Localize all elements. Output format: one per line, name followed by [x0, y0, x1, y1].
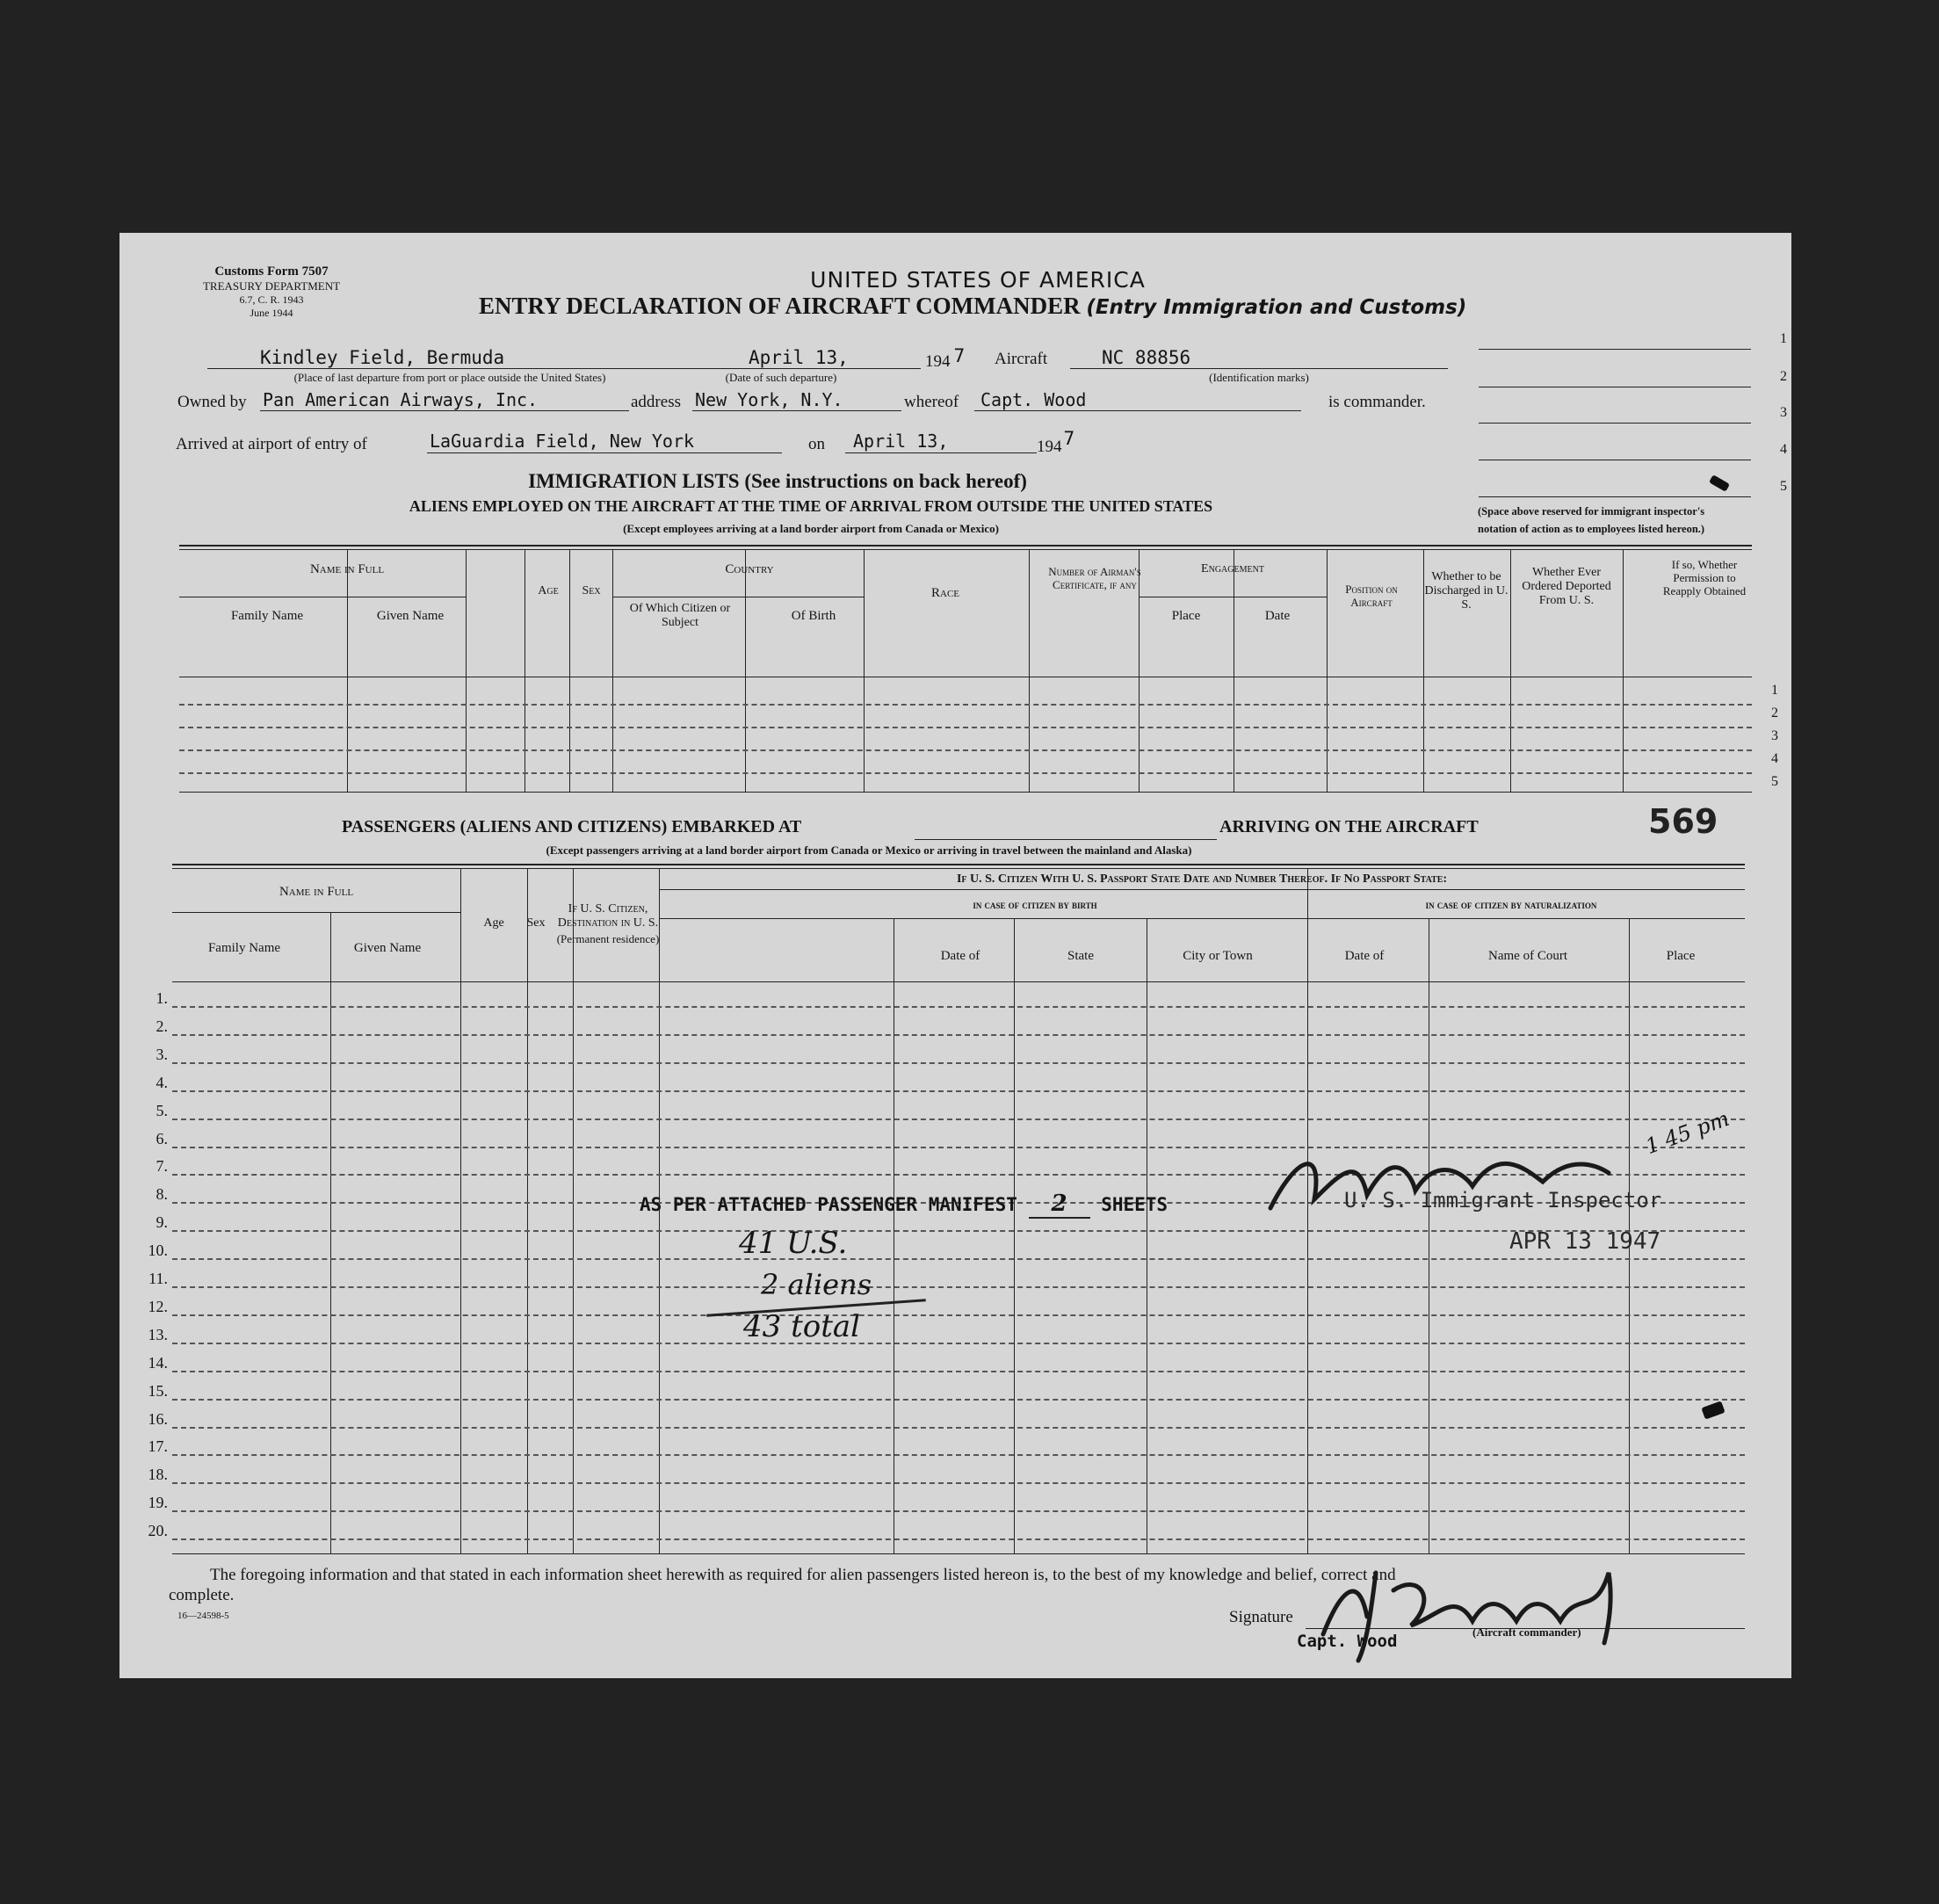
on-label: on: [808, 435, 825, 453]
pax-row-line-15: [172, 1399, 1745, 1401]
pax-col-sex: Sex: [526, 916, 546, 930]
arrived-line: [427, 452, 782, 453]
crew-row-number-2: 2: [1771, 706, 1778, 720]
reserved-number-4: 4: [1780, 442, 1787, 457]
departure-date-caption: (Date of such departure): [725, 371, 837, 384]
pax-row-line-17: [172, 1454, 1745, 1456]
crew-col-name: Name in Full: [309, 562, 385, 576]
owner-line: [260, 410, 629, 411]
crew-col-discharged: Whether to be Discharged in U. S.: [1424, 570, 1509, 612]
tally-aliens: 2 aliens: [761, 1268, 872, 1301]
arrived-year-digit: 7: [1063, 428, 1075, 449]
pax-header-rule: [172, 981, 1745, 982]
certification-text: The foregoing information and that stated in each information sheet herewith as required for alien passengers listed hereon is, to the best of my knowledge and belief, correct and: [210, 1566, 1396, 1584]
crew-col-sex: Sex: [582, 584, 601, 597]
tally-total: 43 total: [743, 1309, 861, 1344]
arrived-year: [1037, 428, 1075, 457]
reserved-line-3: [1479, 423, 1751, 424]
pax-col-given: Given Name: [353, 941, 422, 955]
form-title-main: ENTRY DECLARATION OF AIRCRAFT COMMANDER: [479, 293, 1081, 319]
year-digit: 7: [953, 345, 966, 366]
crew-col-engagement: Engagement: [1201, 562, 1264, 576]
arrived-date-value: April 13,: [853, 431, 949, 452]
crew-col-permission: If so, Whether Permission to Reapply Obtained: [1662, 558, 1747, 597]
pax-row-number-6: 6.: [156, 1130, 168, 1147]
pax-row-line-1: [172, 1006, 1745, 1008]
pax-column-line-1: [330, 912, 331, 1553]
arrived-year-prefix: 194: [1037, 438, 1062, 456]
crew-column-line-14: [1623, 549, 1624, 792]
signer-name: Capt. Wood: [1297, 1632, 1398, 1651]
pax-row-number-5: 5.: [156, 1102, 168, 1119]
crew-bottom-rule: [179, 792, 1752, 793]
pax-row-number-4: 4.: [156, 1074, 168, 1091]
aircraft-caption: (Identification marks): [1209, 371, 1309, 384]
pax-column-line-2: [460, 869, 461, 1553]
immigration-heading: IMMIGRATION LISTS (See instructions on back hereof): [528, 470, 1027, 492]
pax-row-number-9: 9.: [156, 1213, 168, 1231]
pax-row-number-8: 8.: [156, 1185, 168, 1203]
reserved-number-1: 1: [1780, 331, 1787, 346]
crew-col-race: Race: [930, 586, 960, 600]
pax-row-line-11: [172, 1286, 1745, 1288]
crew-column-line-11: [1327, 549, 1328, 792]
reserved-number-5: 5: [1780, 479, 1787, 494]
pax-row-number-3: 3.: [156, 1046, 168, 1063]
form-department: TREASURY DEPARTMENT: [202, 279, 341, 293]
commander-line: [974, 410, 1301, 411]
pax-column-line-3: [527, 869, 528, 1553]
crew-col-citizen: Of Which Citizen or Subject: [629, 602, 731, 629]
pax-name-subrule: [172, 912, 460, 913]
crew-col-family: Family Name: [230, 609, 304, 623]
pax-col-destination: If U. S. Citizen, Destination in U. S.: [557, 902, 659, 930]
departure-line: [207, 368, 659, 369]
crew-row-line-2: [179, 727, 1752, 728]
pax-column-line-7: [1014, 918, 1015, 1553]
ink-blot: [1701, 1401, 1725, 1419]
print-code: 16—24598-5: [177, 1611, 229, 1621]
pax-row-number-1: 1.: [156, 989, 168, 1007]
pax-row-line-4: [172, 1090, 1745, 1092]
crew-col-given: Given Name: [376, 609, 445, 623]
manifest-suffix: SHEETS: [1101, 1194, 1168, 1215]
crew-row-line-1: [179, 704, 1752, 706]
crew-top-rule-1: [179, 545, 1752, 547]
pax-col-destination-note: (Permanent residence): [556, 932, 660, 945]
entry-declaration-form: [119, 233, 1791, 1678]
crew-row-number-4: 4: [1771, 751, 1778, 766]
pax-row-line-14: [172, 1371, 1745, 1372]
immigration-note: (Except employees arriving at a land border airport from Canada or Mexico): [623, 522, 999, 535]
crew-row-line-3: [179, 749, 1752, 751]
crew-column-line-7: [864, 549, 865, 792]
address-line: [692, 410, 901, 411]
form-edition: June 1944: [250, 307, 293, 319]
pax-row-number-10: 10.: [148, 1242, 168, 1259]
crew-col-date: Date: [1264, 609, 1291, 623]
immigration-subheading: ALIENS EMPLOYED ON THE AIRCRAFT AT THE TIME OF ARRIVAL FROM OUTSIDE THE UNITED STATES: [409, 497, 1213, 515]
pax-col-by-birth: in case of citizen by birth: [973, 899, 1097, 911]
pax-top-rule-2: [172, 868, 1745, 869]
crew-col-place: Place: [1171, 609, 1201, 623]
pax-row-number-20: 20.: [148, 1522, 168, 1539]
pax-row-line-18: [172, 1482, 1745, 1484]
pax-col-by-naturalization: in case of citizen by naturalization: [1425, 899, 1597, 911]
crew-column-line-2: [466, 549, 467, 792]
country-heading: UNITED STATES OF AMERICA: [810, 267, 1146, 293]
address-label: address: [631, 393, 681, 411]
departure-value: Kindley Field, Bermuda: [260, 347, 505, 368]
commander-value: Capt. Wood: [980, 389, 1087, 410]
form-title: [479, 293, 1466, 320]
tally-us: 41 U.S.: [739, 1226, 848, 1261]
pax-passport-subrule: [659, 889, 1745, 890]
form-regulation: 6.7, C. R. 1943: [239, 293, 304, 306]
crew-row-number-5: 5: [1771, 774, 1778, 789]
reserved-note-2: notation of action as to employees listed hereon.): [1478, 523, 1705, 535]
ink-mark: [1709, 474, 1730, 492]
pax-row-line-13: [172, 1343, 1745, 1344]
reserved-number-2: 2: [1780, 369, 1787, 384]
reserved-note-1: (Space above reserved for immigrant inspector's: [1478, 505, 1705, 518]
date-line: [647, 368, 921, 369]
pax-row-number-14: 14.: [148, 1354, 168, 1372]
departure-year: [925, 345, 966, 372]
crew-col-birth: Of Birth: [791, 609, 836, 623]
pax-row-number-2: 2.: [156, 1017, 168, 1035]
pax-row-line-19: [172, 1510, 1745, 1512]
pax-row-number-11: 11.: [148, 1270, 168, 1287]
crew-col-deported: Whether Ever Ordered Deported From U. S.: [1522, 566, 1611, 607]
form-title-italic: (Entry Immigration and Customs): [1086, 296, 1467, 319]
pax-col-place: Place: [1666, 949, 1696, 963]
whereof-label: whereof: [904, 393, 959, 411]
pax-col-family: Family Name: [207, 941, 281, 955]
pax-row-number-7: 7.: [156, 1157, 168, 1175]
pax-col-state: State: [1067, 949, 1094, 963]
pax-col-age: Age: [483, 916, 504, 930]
crew-column-line-5: [612, 549, 613, 792]
crew-top-rule-2: [179, 549, 1752, 550]
aircraft-value: NC 88856: [1102, 347, 1191, 368]
manifest-count: 2: [1029, 1191, 1090, 1219]
reserved-line-5: [1479, 496, 1751, 497]
manifest-prefix: AS PER ATTACHED PASSENGER MANIFEST: [640, 1194, 1017, 1215]
crew-col-country: Country: [725, 562, 774, 576]
crew-col-age: Age: [538, 584, 559, 597]
year-prefix: 194: [925, 352, 951, 371]
crew-column-line-1: [347, 549, 348, 792]
pax-row-number-15: 15.: [148, 1382, 168, 1400]
crew-row-number-3: 3: [1771, 728, 1778, 743]
passengers-heading-right: ARRIVING ON THE AIRCRAFT: [1219, 817, 1479, 836]
crew-column-line-4: [569, 549, 570, 792]
pax-row-number-13: 13.: [148, 1326, 168, 1343]
crew-row-line-4: [179, 772, 1752, 774]
arrived-date-line: [845, 452, 1037, 453]
pax-row-line-16: [172, 1427, 1745, 1429]
crew-row-number-1: 1: [1771, 683, 1778, 698]
pax-row-number-18: 18.: [148, 1466, 168, 1483]
passengers-note: (Except passengers arriving at a land border airport from Canada or Mexico or arriving in travel between the mainland and Alaska): [546, 843, 1192, 857]
manifest-note: [640, 1191, 1168, 1219]
pax-column-line-4: [573, 869, 574, 1553]
inspector-time-note: 1 45 pm: [1642, 1105, 1733, 1160]
reserved-line-1: [1479, 349, 1751, 350]
pax-col-city: City or Town: [1183, 949, 1253, 963]
arrived-value: LaGuardia Field, New York: [430, 431, 695, 452]
pax-col-name: Name in Full: [279, 885, 354, 899]
pax-row-line-3: [172, 1062, 1745, 1064]
signer-role: (Aircraft commander): [1472, 1625, 1581, 1639]
pax-passport-note: If U. S. Citizen With U. S. Passport State Date and Number Thereof. If No Passport State:: [956, 872, 1448, 886]
certification-end: complete.: [169, 1586, 235, 1604]
departure-caption: (Place of last departure from port or place outside the United States): [293, 371, 606, 384]
embarked-line: [915, 839, 1217, 840]
owner-value: Pan American Airways, Inc.: [263, 389, 539, 410]
flight-number: 569: [1648, 802, 1718, 841]
pax-top-rule-1: [172, 864, 1745, 865]
crew-column-line-8: [1029, 549, 1030, 792]
crew-col-position: Position on Aircraft: [1345, 583, 1398, 609]
reserved-number-3: 3: [1780, 405, 1787, 420]
owned-by-label: Owned by: [177, 393, 247, 411]
crew-col-airman: Number of Airman's Certificate, if any: [1048, 565, 1141, 591]
arrived-label: Arrived at airport of entry of: [176, 435, 367, 453]
pax-row-line-12: [172, 1314, 1745, 1316]
address-value: New York, N.Y.: [695, 389, 843, 410]
commander-suffix: is commander.: [1328, 393, 1426, 411]
crew-column-line-6: [745, 549, 746, 792]
aircraft-line: [1070, 368, 1448, 369]
inspector-stamp-date: APR 13 1947: [1509, 1228, 1661, 1255]
pax-row-number-16: 16.: [148, 1410, 168, 1428]
pax-row-line-10: [172, 1258, 1745, 1260]
pax-col-court: Name of Court: [1488, 949, 1567, 963]
passengers-heading: PASSENGERS (ALIENS AND CITIZENS) EMBARKED AT: [342, 817, 802, 836]
pax-row-line-2: [172, 1034, 1745, 1036]
pax-case-subrule: [659, 918, 1745, 919]
form-number: Customs Form 7507: [214, 264, 329, 279]
inspector-title: U. S. Immigrant Inspector: [1344, 1188, 1662, 1213]
signature-label: Signature: [1229, 1608, 1293, 1626]
pax-col-date-of: Date of: [940, 949, 980, 963]
pax-row-number-19: 19.: [148, 1494, 168, 1511]
pax-row-number-12: 12.: [148, 1298, 168, 1315]
pax-row-number-17: 17.: [148, 1437, 168, 1455]
departure-date-value: April 13,: [749, 347, 849, 368]
aircraft-label: Aircraft: [995, 350, 1048, 368]
pax-col-date-of-2: Date of: [1344, 949, 1385, 963]
